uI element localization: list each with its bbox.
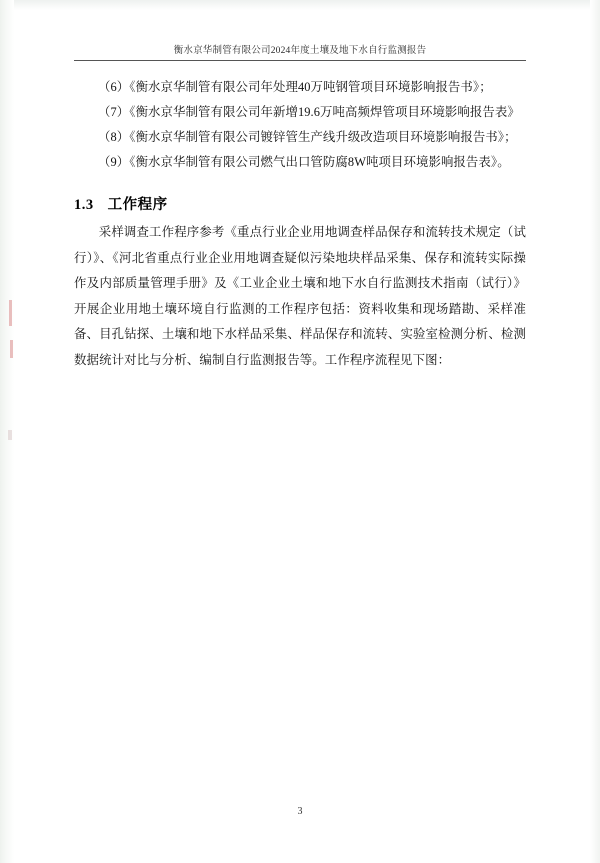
scan-artifact-speck (10, 340, 13, 358)
body-paragraph: 采样调查工作程序参考《重点行业企业用地调查样品保存和流转技术规定（试行）》、《河北省重点行业企业用地调查疑似污染地块样品采集、保存和流转实际操作及内部质量管理手册》及《工业企业土壤和地下水自行监测技术指南（试行）》开展企业用地土壤环境自行监测的工作程序包括：资料收集和现场踏勘、采样准备、目孔钻探、土壤和地下水样品采集、样品保存和流转、实验室检测分析、检测数据统计对比与分析、编制自行监测报告等。工作程序流程见下图： (74, 225, 526, 367)
section-title-text: 工作程序 (107, 197, 168, 213)
list-item: （9）《衡水京华制管有限公司燃气出口管防腐8W吨项目环境影响报告表》。 (98, 155, 510, 169)
scan-artifact-speck (8, 430, 12, 440)
section-number: 1.3 (74, 197, 94, 213)
page-edge-shading-left (0, 0, 14, 863)
page-edge-shading-top (0, 0, 600, 10)
list-item: （7）《衡水京华制管有限公司年新增19.6万吨高频焊管项目环境影响报告表》 (98, 105, 520, 119)
page-header: 衡水京华制管有限公司2024年度土壤及地下水自行监测报告 (74, 42, 526, 61)
page-edge-shading-right (590, 0, 600, 863)
page-content (74, 42, 526, 373)
scan-artifact-speck (9, 300, 12, 326)
reference-list (74, 75, 526, 175)
list-item: （6）《衡水京华制管有限公司年处理40万吨钢管项目环境影响报告书》； (98, 80, 492, 94)
section-heading (74, 193, 526, 214)
page-number: 3 (297, 806, 303, 817)
list-item: （8）《衡水京华制管有限公司镀锌管生产线升级改造项目环境影响报告书》； (98, 130, 517, 144)
